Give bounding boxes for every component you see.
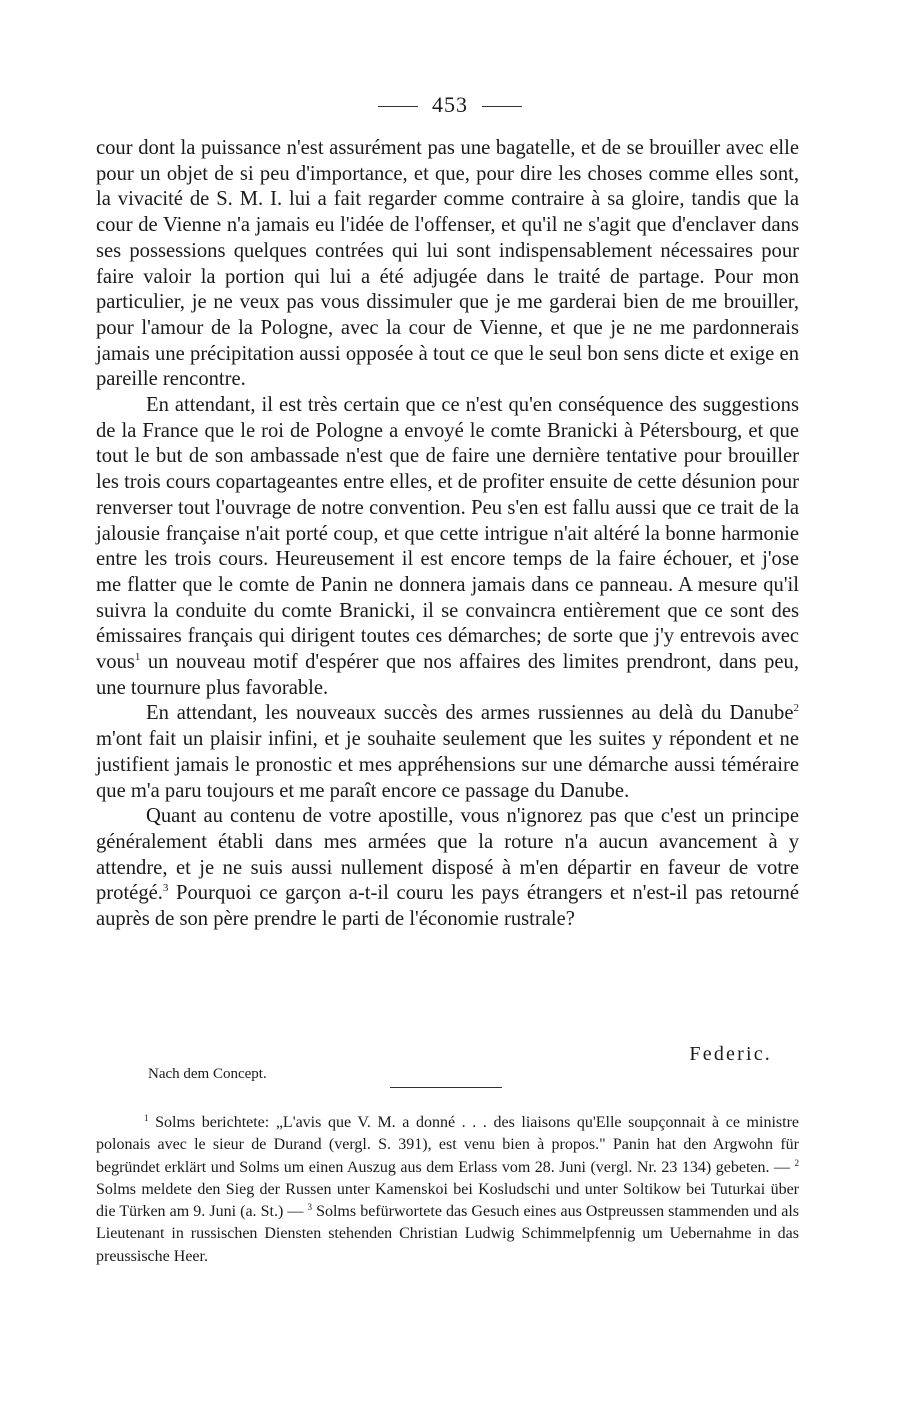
footnotes [96,1112,799,1268]
paragraph-3-part-b: m'ont fait un plaisir infini, et je souhaite seulement que les suites y répondent et ne justifient jamais le pronostic et mes appréhensions sur une démarche aussi téméraire que m'a paru toujours et me paraît encore ce passage du Danube. [96,728,799,802]
paragraph-4-part-b: Pourquoi ce garçon a-t-il couru les pays étrangers et n'est-il pas retourné auprès de son père prendre le parti de l'économie rustrale? [96,882,799,931]
paragraph-2 [96,393,799,701]
footnote-ref-2: 2 [793,702,799,715]
footnote-2-marker: 2 [794,1157,799,1168]
header-dash-right [482,106,522,107]
footnote-ref-3: 3 [162,882,169,895]
paragraph-4 [96,804,799,933]
footnote-3-marker: 3 [307,1202,312,1213]
paragraph-2-part-a: En attendant, il est très certain que ce n'est qu'en conséquence des suggestions de la France que le roi de Pologne a envoyé le comte Branicki à Pétersbourg, et que tout le but de son ambassade n'est que de faire une dernière tentative pour brouiller les trois cours copartageantes entre elles, et de profiter ensuite de cette désunion pour renverser tout l'ouvrage de notre convention. Peu s'en est fallu aussi que ce trait de la jalousie française n'ait porté coup, et que cette intrigue n'ait altéré la bonne harmonie entre les trois cours. Heureusement il est encore temps de la faire échouer, et j'ose me flatter que le comte de Panin ne donnera jamais dans ce panneau. A mesure qu'il suivra la conduite du comte Branicki, il se convaincra entièrement que ce sont des émissaires français qui dirigent toutes ces démarches; de sorte que j'y entrevois avec vous [96,394,799,674]
footnote-divider [390,1087,502,1088]
footnote-2-text: Solms meldete den Sieg der Russen unter Kamenskoi bei Kosludschi und unter Soltikow bei Tuturkai über die Türken am 9. Juni (a. St.) — [96,1180,799,1221]
header-dash-left [378,106,418,107]
paragraph-1: cour dont la puissance n'est assurément pas une bagatelle, et de se brouiller avec elle pour un objet de si peu d'importance, et que, pour dire les choses comme elles sont, la vivacité de S. M. I. lui a fait regarder comme contraire à sa gloire, tandis que la cour de Vienne n'a jamais eu l'idée de l'offenser, et qu'il ne s'agit que d'enclaver dans ses possessions quelques contrées qui lui sont indispensablement nécessaires pour faire valoir la portion qui lui a été adjugée dans le traité de partage. Pour mon particulier, je ne veux pas vous dissimuler que je me garderai bien de me brouiller, pour l'amour de la Pologne, avec la cour de Vienne, et que je ne me pardonnerais jamais une précipitation aussi opposée à tout ce que le seul bon sens dicte et exige en pareille rencontre. [96,137,799,391]
footnote-1-marker: 1 [144,1113,149,1123]
page-number: 453 [432,92,468,117]
signature: Federic. [689,1043,772,1065]
letter-body [96,136,799,933]
source-note: Nach dem Concept. [148,1066,267,1082]
paragraph-3 [96,701,799,804]
paragraph-3-part-a: En attendant, les nouveaux succès des armes russiennes au delà du Danube [146,702,794,725]
paragraph-4-part-a: Quant au contenu de votre apostille, vous n'ignorez pas que c'est un principe généralement établi dans mes armées que la roture n'a aucun avancement à y attendre, et je ne suis aussi nullement disposé à m'en départir en faveur de votre protégé. [96,805,799,905]
page-header [0,92,900,118]
footnote-3-text: Solms befürwortete das Gesuch eines aus Ostpreussen stammenden und als Lieutenant in russischen Diensten stehenden Christian Ludwig Schimmelpfennig um Uebernahme in das preussische Heer. [96,1203,800,1265]
footnote-ref-1: 1 [134,651,141,664]
footnote-block [96,1112,799,1268]
paragraph-2-part-b: un nouveau motif d'espérer que nos affaires des limites prendront, dans peu, une tournure plus favorable. [96,651,799,699]
footnote-1-text: Solms berichtete: „L'avis que V. M. a donné . . . des liaisons qu'Elle soupçonnait à ce ministre polonais avec le sieur de Durand (vergl. S. 391), est venu bien à propos." Panin hat den Argwohn für begründet erklärt und Solms um einen Auszug aus dem Erlass vom 28. Juni (vergl. Nr. 23 134) gebeten. — [96,1114,799,1176]
